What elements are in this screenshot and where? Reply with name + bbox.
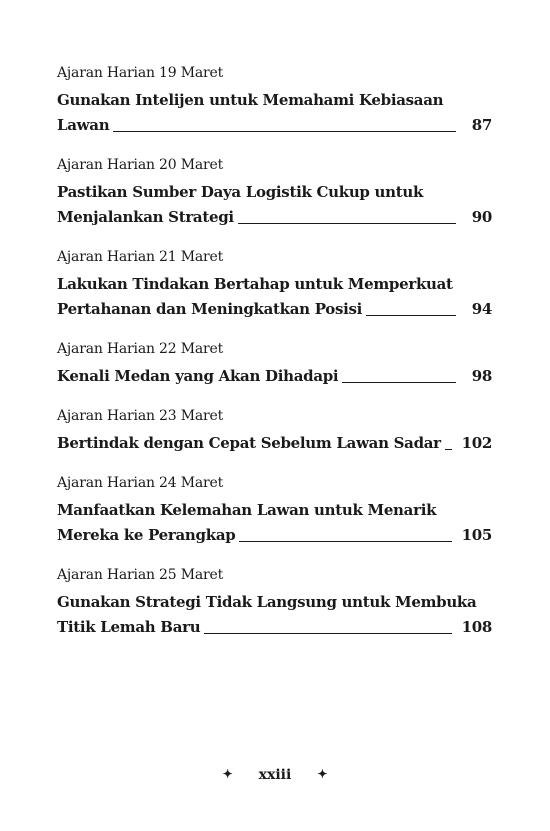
ornament-star-icon: ✦ — [222, 767, 233, 781]
dot-leader — [239, 540, 451, 542]
entry-page-number: 102 — [461, 434, 492, 452]
entry-title-last-line — [57, 297, 492, 322]
toc-entry[interactable] — [57, 340, 492, 389]
toc-entry[interactable] — [57, 474, 492, 548]
entry-title-last-line — [57, 431, 492, 456]
entry-title-last-line — [57, 364, 492, 389]
entry-title-last-line — [57, 523, 492, 548]
entry-title-line: Manfaatkan Kelemahan Lawan untuk Menarik — [57, 501, 437, 519]
entry-page-number: 98 — [471, 367, 492, 385]
dot-leader — [113, 130, 456, 132]
entry-title-text: Kenali Medan yang Akan Dihadapi — [57, 367, 339, 385]
entry-page-number: 87 — [471, 116, 492, 134]
entry-date: Ajaran Harian 22 Maret — [57, 341, 223, 357]
entry-title-text: Titik Lemah Baru — [57, 618, 201, 636]
entry-title-last-line — [57, 615, 492, 640]
toc-entry[interactable] — [57, 156, 492, 230]
entry-page-number: 105 — [461, 526, 492, 544]
toc-entry[interactable] — [57, 407, 492, 456]
toc-entry[interactable] — [57, 64, 492, 138]
entry-date: Ajaran Harian 21 Maret — [57, 249, 223, 265]
dot-leader — [204, 632, 451, 634]
entry-title-line: Gunakan Intelijen untuk Memahami Kebiasaan — [57, 91, 444, 109]
entry-title-text: Bertindak dengan Cepat Sebelum Lawan Sadar — [57, 434, 441, 452]
entry-page-number: 108 — [461, 618, 492, 636]
table-of-contents — [57, 64, 492, 640]
entry-title-text: Mereka ke Perangkap — [57, 526, 236, 544]
toc-entry[interactable] — [57, 248, 492, 322]
entry-date: Ajaran Harian 19 Maret — [57, 65, 223, 81]
entry-title-last-line — [57, 113, 492, 138]
dot-leader — [342, 381, 456, 383]
entry-page-number: 90 — [471, 208, 492, 226]
entry-title-text: Menjalankan Strategi — [57, 208, 234, 226]
dot-leader — [238, 222, 456, 224]
ornament-star-icon: ✦ — [317, 767, 328, 781]
entry-title-line: Gunakan Strategi Tidak Langsung untuk Membuka — [57, 593, 477, 611]
entry-date: Ajaran Harian 25 Maret — [57, 567, 223, 583]
dot-leader — [445, 448, 452, 450]
entry-title-line: Lakukan Tindakan Bertahap untuk Memperkuat — [57, 275, 453, 293]
entry-title-text: Pertahanan dan Meningkatkan Posisi — [57, 300, 363, 318]
entry-title-line: Pastikan Sumber Daya Logistik Cukup untuk — [57, 183, 424, 201]
entry-date: Ajaran Harian 24 Maret — [57, 475, 223, 491]
toc-entry[interactable] — [57, 566, 492, 640]
page-footer — [0, 767, 550, 783]
entry-title-text: Lawan — [57, 116, 110, 134]
entry-date: Ajaran Harian 23 Maret — [57, 408, 223, 424]
page-number-label: xxiii — [258, 767, 292, 783]
entry-page-number: 94 — [471, 300, 492, 318]
entry-date: Ajaran Harian 20 Maret — [57, 157, 223, 173]
dot-leader — [366, 314, 456, 316]
entry-title-last-line — [57, 205, 492, 230]
